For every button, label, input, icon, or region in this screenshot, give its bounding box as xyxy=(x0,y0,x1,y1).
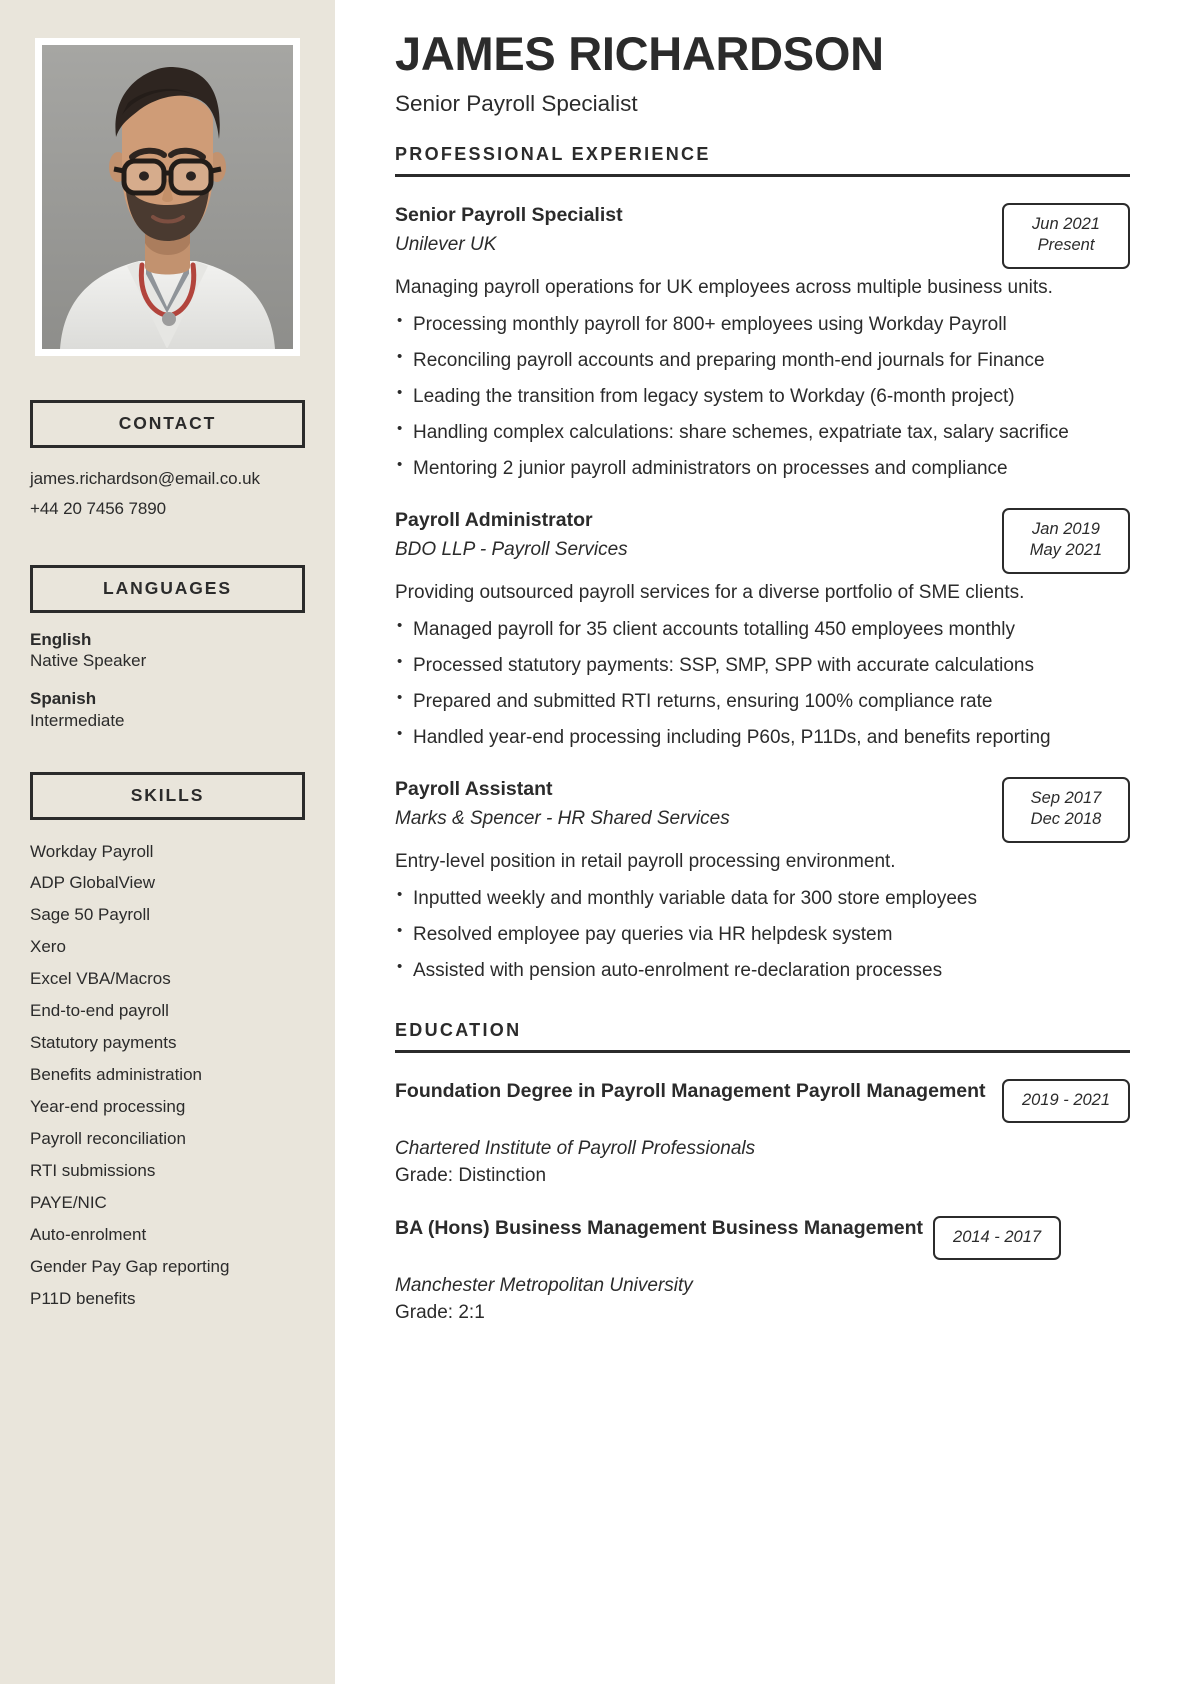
entry-header xyxy=(395,508,1130,575)
list-item: • Mentoring 2 junior payroll administrators on processes and compliance xyxy=(395,456,1130,482)
sidebar-section-languages-header xyxy=(30,565,305,613)
avatar xyxy=(35,38,300,356)
page-title: JAMES RICHARDSON xyxy=(395,27,884,80)
date-end: Present xyxy=(1037,236,1095,255)
skills-list xyxy=(30,836,305,1315)
list-item: • Resolved employee pay queries via HR helpdesk system xyxy=(395,922,1130,948)
grade: Grade: Distinction xyxy=(395,1164,547,1186)
list-item: Sage 50 Payroll xyxy=(30,905,151,925)
date-badge xyxy=(1002,508,1130,575)
entry-org: Marks & Spencer - HR Shared Services xyxy=(395,807,730,829)
entry-bullets xyxy=(395,886,1130,984)
entry-header-text xyxy=(395,1079,992,1104)
list-item: • Processed statutory payments: SSP, SMP, SPP with accurate calculations xyxy=(395,653,1130,679)
experience-entry xyxy=(395,203,1130,482)
entry-org: Unilever UK xyxy=(395,233,497,255)
education-entry xyxy=(395,1079,1130,1190)
education-entry xyxy=(395,1216,1130,1327)
list-item: • Reconciling payroll accounts and preparing month-end journals for Finance xyxy=(395,348,1130,374)
list-item: • Handled year-end processing including P60s, P11Ds, and benefits reporting xyxy=(395,725,1130,751)
list-item: • Inputted weekly and monthly variable data for 300 store employees xyxy=(395,886,1130,912)
entry-header xyxy=(395,777,1130,844)
entry-bullets xyxy=(395,312,1130,482)
date-range: 2019 - 2021 xyxy=(1021,1090,1111,1109)
section-education-header xyxy=(395,1020,1130,1053)
degree-title: Foundation Degree in Payroll Management Payroll Management xyxy=(395,1079,986,1102)
degree-title: BA (Hons) Business Management Business Management xyxy=(395,1216,924,1239)
contact-email[interactable]: james.richardson@email.co.uk xyxy=(30,469,260,488)
spacer xyxy=(395,994,1130,1016)
entry-header xyxy=(395,1216,1130,1261)
entry-header xyxy=(395,1079,1130,1124)
experience-entry xyxy=(395,777,1130,984)
entry-role: Payroll Administrator xyxy=(395,508,593,531)
language-level: Intermediate xyxy=(30,710,125,730)
date-badge xyxy=(933,1216,1061,1261)
entry-role: Senior Payroll Specialist xyxy=(395,203,623,226)
language-level: Native Speaker xyxy=(30,651,147,671)
list-item: Auto-enrolment xyxy=(30,1224,147,1244)
list-item: PAYE/NIC xyxy=(30,1192,107,1212)
section-divider xyxy=(395,1050,1130,1053)
list-item: Gender Pay Gap reporting xyxy=(30,1256,230,1276)
main-content xyxy=(335,0,1190,1684)
entry-bullets xyxy=(395,617,1130,751)
list-item: P11D benefits xyxy=(30,1288,136,1308)
list-item: RTI submissions xyxy=(30,1161,156,1181)
list-item: Workday Payroll xyxy=(30,841,154,861)
list-item: • Managed payroll for 35 client accounts totalling 450 employees monthly xyxy=(395,617,1130,643)
list-item: • Processing monthly payroll for 800+ employees using Workday Payroll xyxy=(395,312,1130,338)
entry-summary: Entry-level position in retail payroll processing environment. xyxy=(395,851,896,873)
entry-header-text xyxy=(395,203,988,259)
job-title-subtitle: Senior Payroll Specialist xyxy=(395,90,638,116)
list-item: End-to-end payroll xyxy=(30,1001,169,1021)
date-end: May 2021 xyxy=(1029,541,1103,560)
list-item: Excel VBA/Macros xyxy=(30,969,171,989)
experience-heading: PROFESSIONAL EXPERIENCE xyxy=(395,143,711,164)
contact-heading: CONTACT xyxy=(118,413,217,433)
sidebar xyxy=(0,0,335,1684)
list-item: Statutory payments xyxy=(30,1033,177,1053)
entry-role: Payroll Assistant xyxy=(395,777,553,800)
sidebar-section-skills-header xyxy=(30,772,305,820)
date-badge xyxy=(1002,1079,1130,1124)
entry-header-text xyxy=(395,1216,923,1241)
date-badge xyxy=(1002,777,1130,844)
list-item: Payroll reconciliation xyxy=(30,1129,186,1149)
entry-summary: Providing outsourced payroll services for a diverse portfolio of SME clients. xyxy=(395,582,1025,604)
entry-header-text xyxy=(395,508,988,564)
education-heading: EDUCATION xyxy=(395,1019,522,1040)
date-range: 2014 - 2017 xyxy=(953,1227,1042,1246)
language-name: English xyxy=(30,629,92,649)
list-item: • Handling complex calculations: share schemes, expatriate tax, salary sacrifice xyxy=(395,420,1130,446)
section-divider xyxy=(395,174,1130,177)
contact-phone[interactable]: +44 20 7456 7890 xyxy=(30,499,166,519)
list-item xyxy=(30,629,305,673)
sidebar-section-contact-header xyxy=(30,400,305,448)
grade: Grade: 2:1 xyxy=(395,1301,485,1323)
skills-heading: SKILLS xyxy=(130,784,205,805)
languages-list xyxy=(30,629,305,732)
date-end: Dec 2018 xyxy=(1030,810,1102,829)
contact-list xyxy=(30,464,305,525)
entry-summary: Managing payroll operations for UK employees across multiple business units. xyxy=(395,277,1053,299)
list-item: ADP GlobalView xyxy=(30,873,156,893)
list-item: • Leading the transition from legacy system to Workday (6-month project) xyxy=(395,384,1130,410)
entry-header xyxy=(395,203,1130,270)
list-item: Benefits administration xyxy=(30,1065,202,1085)
date-start: Jan 2019 xyxy=(1032,519,1100,538)
date-start: Jun 2021 xyxy=(1032,214,1100,233)
list-item: • Assisted with pension auto-enrolment re-declaration processes xyxy=(395,958,1130,984)
portrait-photo xyxy=(42,45,293,349)
experience-entry xyxy=(395,508,1130,751)
date-start: Sep 2017 xyxy=(1030,788,1102,807)
language-name: Spanish xyxy=(30,689,97,708)
list-item xyxy=(30,688,305,732)
list-item: Year-end processing xyxy=(30,1097,186,1117)
entry-header-text xyxy=(395,777,988,833)
section-experience-header xyxy=(395,144,1130,177)
entry-org: BDO LLP - Payroll Services xyxy=(395,538,628,560)
school-name: Manchester Metropolitan University xyxy=(395,1275,693,1297)
list-item: • Prepared and submitted RTI returns, ensuring 100% compliance rate xyxy=(395,689,1130,715)
date-badge xyxy=(1002,203,1130,270)
languages-heading: LANGUAGES xyxy=(103,577,232,598)
list-item: Xero xyxy=(30,937,66,957)
school-name: Chartered Institute of Payroll Professionals xyxy=(395,1138,756,1160)
